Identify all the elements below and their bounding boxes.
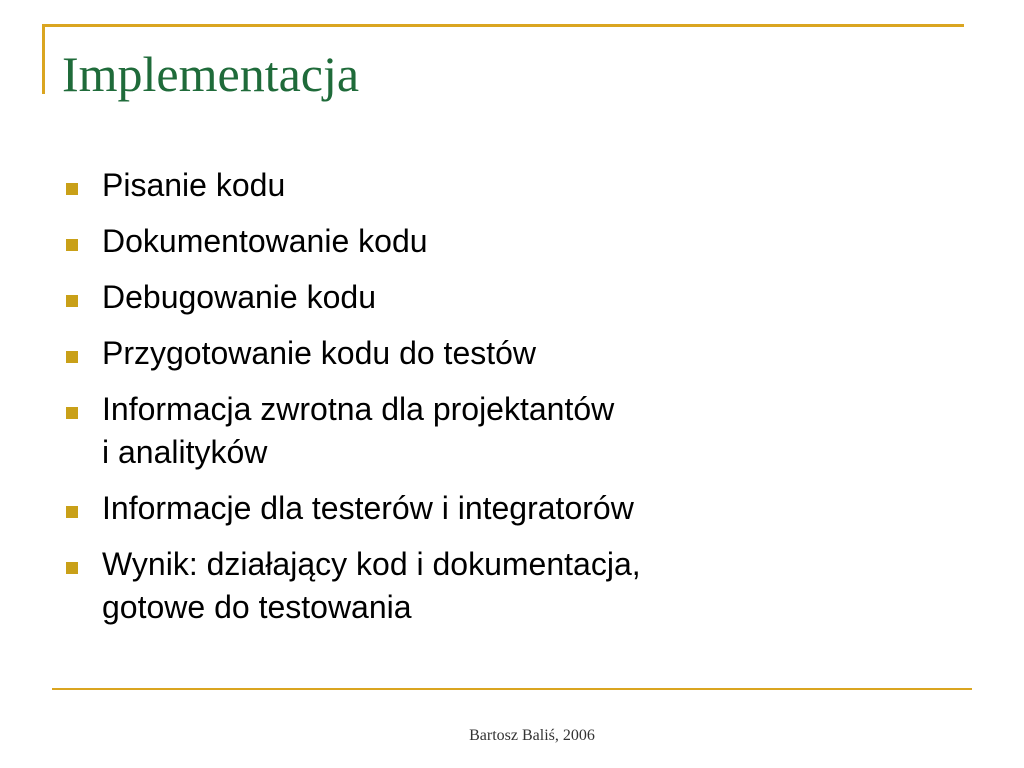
bullet-text: Informacje dla testerów i integratorów xyxy=(102,490,634,526)
bullet-text: Wynik: działający kod i dokumentacja, gotowe do testowania xyxy=(102,546,641,625)
slide-title: Implementacja xyxy=(62,46,360,102)
footer-divider xyxy=(52,688,972,690)
bullet-item xyxy=(64,220,964,263)
bullet-text: Przygotowanie kodu do testów xyxy=(102,335,537,371)
title-frame-horizontal-line xyxy=(42,24,964,27)
square-bullet-icon xyxy=(66,239,78,251)
bullet-item xyxy=(64,164,964,207)
bullet-item xyxy=(64,388,964,474)
bullet-item xyxy=(64,543,964,629)
square-bullet-icon xyxy=(66,562,78,574)
title-frame-vertical-line xyxy=(42,24,45,94)
bullet-text: Pisanie kodu xyxy=(102,167,286,203)
square-bullet-icon xyxy=(66,407,78,419)
square-bullet-icon xyxy=(66,506,78,518)
bullet-item xyxy=(64,487,964,530)
bullet-item xyxy=(64,332,964,375)
footer-author: Bartosz Baliś, 2006 xyxy=(469,727,595,744)
bullet-text: Debugowanie kodu xyxy=(102,279,376,315)
bullet-text: Informacja zwrotna dla projektantów i analityków xyxy=(102,391,615,470)
square-bullet-icon xyxy=(66,183,78,195)
square-bullet-icon xyxy=(66,351,78,363)
bullet-list xyxy=(64,164,964,642)
square-bullet-icon xyxy=(66,295,78,307)
bullet-item xyxy=(64,276,964,319)
bullet-text: Dokumentowanie kodu xyxy=(102,223,428,259)
